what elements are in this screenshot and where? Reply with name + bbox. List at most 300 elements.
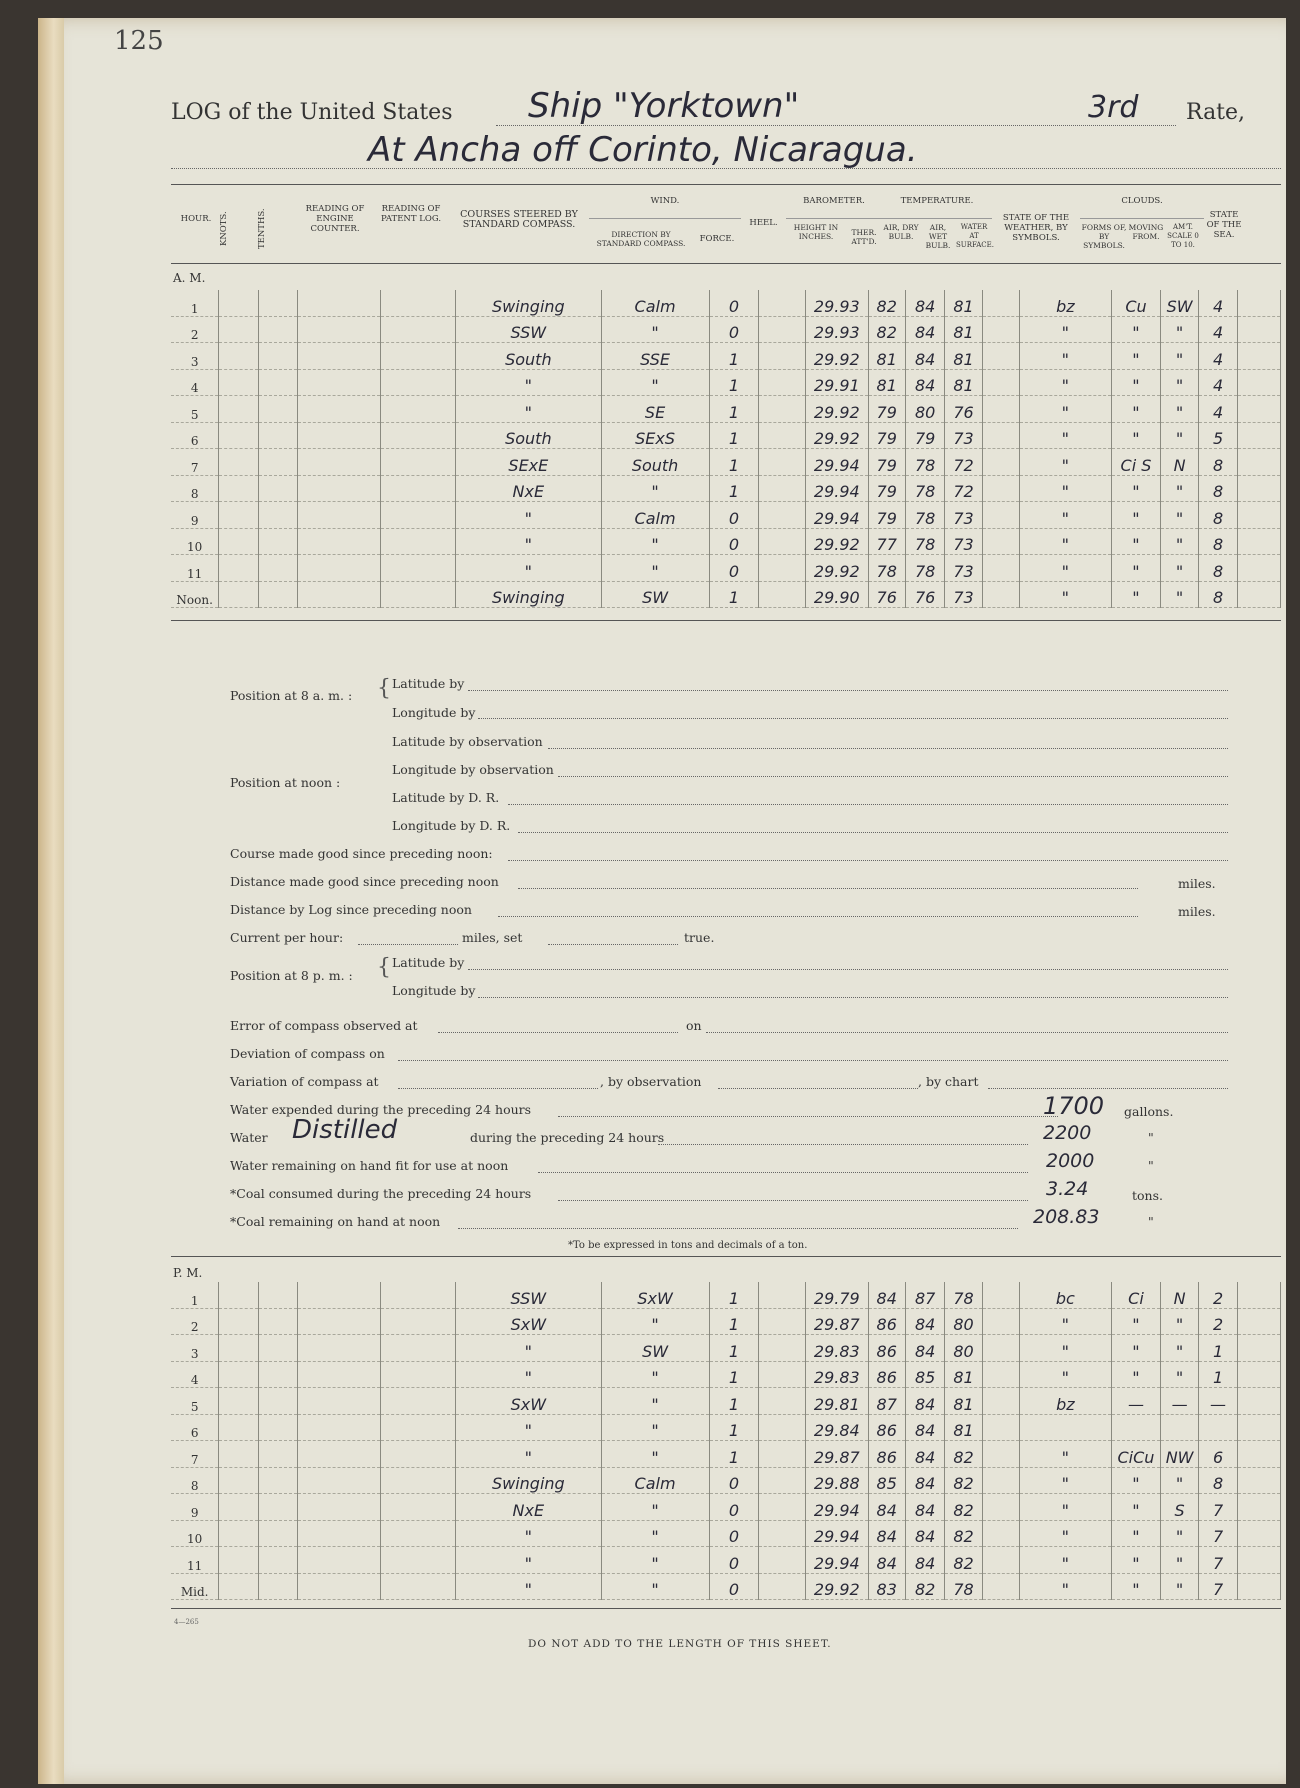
- cell-baro: 29.90: [806, 581, 868, 608]
- cell-hour: 9: [171, 1494, 219, 1521]
- cell-force: 1: [709, 369, 759, 396]
- cell-dry: 82: [905, 1573, 944, 1600]
- cell-weather: ": [1020, 1308, 1111, 1335]
- cell-patent: [381, 1467, 456, 1494]
- cell-dry: 78: [905, 555, 944, 582]
- current-true: true.: [684, 930, 715, 945]
- cell-engine: [298, 1414, 381, 1441]
- cell-course: ": [456, 1361, 601, 1388]
- log-row: [171, 475, 1281, 502]
- page-number: 125: [114, 26, 164, 56]
- cell-wet: 72: [945, 475, 982, 502]
- cell-heel: [759, 1308, 806, 1335]
- cell-hour: 6: [171, 422, 219, 449]
- cell-wet: 81: [945, 1414, 982, 1441]
- cell-engine: [298, 1467, 381, 1494]
- cell-ther: 83: [868, 1573, 905, 1600]
- cell-dry: 84: [905, 1547, 944, 1574]
- log-row: [171, 343, 1281, 370]
- cell-wind-dir: ": [601, 1520, 709, 1547]
- cell-tenths: [258, 1467, 297, 1494]
- ship-name: Ship "Yorktown": [528, 86, 800, 126]
- cell-heel: [759, 449, 806, 476]
- cell-wind-dir: SE: [601, 396, 709, 423]
- cell-knots: [219, 1467, 258, 1494]
- cell-sea: [1238, 1414, 1281, 1441]
- cell-wet: 81: [945, 343, 982, 370]
- cell-dry: 85: [905, 1361, 944, 1388]
- log-page: 125 LOG of the United States Ship "Yorktown" 3rd Rate, At Ancha off Corinto, Nicaragua. HOUR. KNOTS. TENTHS. READING OF ENGINE COUNTER. READING OF PATENT LOG. COURSES STEERED BY STANDARD COMPASS. WIND. DIRECTION BY STANDARD COMPASS. FORCE. HEEL. BAROMETER. HEIGHT IN INCHES. THER. ATT'D. TEMPERATURE. AIR, DRY BULB. AIR, WET BULB. WATER AT SURFACE. STATE OF THE WEATHER, BY SYMBOLS. CLOUDS. FORMS OF, BY SYMBOLS. MOVING FROM. AM'T. SCALE 0 TO 10. STATE OF THE SEA. A. M. 1 Swinging Calm 0 29.93 82 84 81 bz Cu SW 4 2 SSW " 0 29.93 82 84 81 " " " 4 3 South SSE 1 29.92 81 84 81 " " " 4 4 " " 1 29.91 81 84 81 " " " 4 5 " SE 1 29.92 79 80 76 " " " 4 6 South SExS 1 29.92 79 79 73 " " " 5 7 SExE South 1 29.94 79 78 72 " Ci S N 8 8 NxE " 1 29.94 79 78 72 " " " 8 9 " Calm 0 29.94 79 78 73 " " " 8 10 " " 0 29.92 77 78 73 " " " 8 11 " " 0 29.92 78 78 73 " " " 8 Noon. Swinging SW 1 29.90 76 76 73 " " " 8 Position at 8 a. m. : { Latitude by Longitude by Position at noon : Latitude by observation Longitude by observation Latitude by D. R. Longitude by D. R. Course made good since preceding noon: Distance made good since preceding noon miles. Distance by Log since preceding noon miles. Current per hour: miles, set true. Position at 8 p. m. : { Latitude by Longitude by Error of compass observed at on Deviation of compass on Variation of compass at , by observation , by chart Water expended during the preceding 24 hours 1700 gallons. Water Distilled during the preceding 24 hours 2200 " Water remaining on hand fit for use at noon 2000 " *Coal consumed during the preceding 24 hours 3.24 tons. *Coal remaining on hand at noon 208.83 " *To be expressed in tons and decimals of a ton. P. M. 1 SSW SxW 1 29.79 84 87 78 bc Ci N 2 2 SxW " 1 29.87 86 84 80 " " " 2 3 " SW 1 29.83 86 84 80 " " " 1 4 " " 1 29.83 86 85 81 " " " 1 5 SxW " 1 29.81 87 84 81 bz — — — 6 " " 1 29.84 86 84 81 7 " " 1 29.87 86 84 82 " CiCu NW 6 8 Swinging Calm 0 29.88 85 84 82 " " " 8 9 NxE " 0 29.94 84 84 82 " " S 7 10 " " 0 29.94 84 84 82 " " " 7 11 " " 0 29.94 84 84 82 " " " 7 Mid. " " 0 29.92 83 82 78 " " " 7 4—265 DO NOT ADD TO THE LENGTH OF THIS SHEET.: [38, 18, 1286, 1784]
- footnote: *To be expressed in tons and decimals of a ton.: [568, 1240, 808, 1251]
- cell-wet: 73: [945, 422, 982, 449]
- log-row: [171, 290, 1281, 316]
- cell-cloud-forms: ": [1111, 1547, 1161, 1574]
- col-heel: HEEL.: [749, 218, 778, 228]
- cell-sea: [1238, 502, 1281, 529]
- cell-wind-dir: ": [601, 1494, 709, 1521]
- cell-dry: 79: [905, 422, 944, 449]
- cell-cloud-forms: ": [1111, 1520, 1161, 1547]
- cell-wind-dir: ": [601, 1414, 709, 1441]
- cell-weather: ": [1020, 1520, 1111, 1547]
- cell-hour: 8: [171, 475, 219, 502]
- pos-8pm-label: Position at 8 p. m. :: [230, 968, 353, 983]
- cell-wet: 72: [945, 449, 982, 476]
- cell-tenths: [258, 343, 297, 370]
- col-tenths: TENTHS.: [257, 208, 267, 250]
- log-row: [171, 1308, 1281, 1335]
- footer-note: DO NOT ADD TO THE LENGTH OF THIS SHEET.: [528, 1638, 832, 1650]
- cell-weather: ": [1020, 1547, 1111, 1574]
- cell-water: [982, 1441, 1019, 1468]
- cell-dry: 84: [905, 1467, 944, 1494]
- cell-ther: 87: [868, 1388, 905, 1415]
- cell-knots: [219, 1308, 258, 1335]
- cell-weather: ": [1020, 1441, 1111, 1468]
- col-dry: AIR, DRY BULB.: [883, 223, 919, 241]
- cell-tenths: [258, 369, 297, 396]
- cell-weather: ": [1020, 1335, 1111, 1362]
- cell-patent: [381, 1308, 456, 1335]
- coal-tons: tons.: [1132, 1188, 1163, 1203]
- cell-dry: 84: [905, 343, 944, 370]
- cell-heel: [759, 290, 806, 316]
- cell-knots: [219, 1414, 258, 1441]
- ship-rate: 3rd: [1088, 90, 1139, 125]
- cell-wet: 82: [945, 1520, 982, 1547]
- cell-baro: 29.94: [806, 1547, 868, 1574]
- cell-water: [982, 528, 1019, 555]
- col-baro-ther: THER. ATT'D.: [851, 228, 877, 246]
- cell-wet: 82: [945, 1547, 982, 1574]
- cell-knots: [219, 369, 258, 396]
- water-gallons: gallons.: [1124, 1104, 1174, 1119]
- log-row: [171, 1494, 1281, 1521]
- cell-cloud-forms: ": [1111, 1308, 1161, 1335]
- cell-engine: [298, 1335, 381, 1362]
- coal-remaining-ditto: ": [1148, 1214, 1154, 1229]
- location: At Ancha off Corinto, Nicaragua.: [368, 130, 918, 170]
- cell-baro: 29.94: [806, 449, 868, 476]
- cell-water: [982, 1308, 1019, 1335]
- cell-course: SSW: [456, 1282, 601, 1308]
- cell-knots: [219, 1520, 258, 1547]
- cell-dry: 84: [905, 369, 944, 396]
- coal-consumed: *Coal consumed during the preceding 24 hours: [230, 1186, 532, 1201]
- cell-wind-dir: ": [601, 1573, 709, 1600]
- log-row: [171, 581, 1281, 608]
- cell-engine: [298, 290, 381, 316]
- cell-course: ": [456, 555, 601, 582]
- log-row: [171, 1335, 1281, 1362]
- cell-force: 0: [709, 290, 759, 316]
- cell-heel: [759, 528, 806, 555]
- col-engine: READING OF ENGINE COUNTER.: [305, 204, 365, 234]
- col-force: FORCE.: [699, 234, 735, 244]
- cell-knots: [219, 1547, 258, 1574]
- cell-force: 0: [709, 555, 759, 582]
- cell-wet: 80: [945, 1308, 982, 1335]
- cell-hour: 6: [171, 1414, 219, 1441]
- cell-engine: [298, 422, 381, 449]
- cell-baro: 29.94: [806, 502, 868, 529]
- cell-baro: 29.94: [806, 1494, 868, 1521]
- title-prefix: LOG of the United States: [171, 100, 453, 125]
- cell-sea: [1238, 528, 1281, 555]
- log-row: [171, 422, 1281, 449]
- cell-tenths: [258, 1573, 297, 1600]
- cell-course: ": [456, 1441, 601, 1468]
- cell-force: 0: [709, 528, 759, 555]
- cell-engine: [298, 1308, 381, 1335]
- cell-heel: [759, 1520, 806, 1547]
- cell-cloud-amount: 2: [1198, 1308, 1237, 1335]
- variation-by-chart: , by chart: [918, 1074, 979, 1089]
- cell-heel: [759, 396, 806, 423]
- cell-force: 1: [709, 1388, 759, 1415]
- cell-tenths: [258, 502, 297, 529]
- cell-heel: [759, 1494, 806, 1521]
- cell-cloud-forms: ": [1111, 581, 1161, 608]
- cell-ther: 86: [868, 1308, 905, 1335]
- cell-cloud-amount: —: [1198, 1388, 1237, 1415]
- cell-water: [982, 1388, 1019, 1415]
- cell-course: SxW: [456, 1388, 601, 1415]
- cell-force: 1: [709, 581, 759, 608]
- pos-noon-lat-obs: Latitude by observation: [392, 734, 543, 749]
- col-hour: HOUR.: [180, 214, 212, 224]
- cell-sea: [1238, 1494, 1281, 1521]
- cell-sea: [1238, 316, 1281, 343]
- cell-force: 1: [709, 475, 759, 502]
- cell-water: [982, 369, 1019, 396]
- variation-by-obs: , by observation: [600, 1074, 702, 1089]
- cell-wind-dir: ": [601, 1388, 709, 1415]
- cell-engine: [298, 343, 381, 370]
- cell-knots: [219, 528, 258, 555]
- cell-knots: [219, 502, 258, 529]
- cell-weather: ": [1020, 1361, 1111, 1388]
- cell-engine: [298, 1282, 381, 1308]
- cell-tenths: [258, 1308, 297, 1335]
- water-label: Water: [230, 1130, 268, 1145]
- cell-cloud-forms: ": [1111, 369, 1161, 396]
- cell-heel: [759, 369, 806, 396]
- cell-water: [982, 1520, 1019, 1547]
- cell-course: ": [456, 1520, 601, 1547]
- cell-cloud-forms: ": [1111, 502, 1161, 529]
- cell-sea: [1238, 1308, 1281, 1335]
- cell-knots: [219, 1441, 258, 1468]
- rate-suffix: Rate,: [1186, 100, 1246, 125]
- cell-ther: 86: [868, 1335, 905, 1362]
- cell-cloud-moving: [1161, 1414, 1198, 1441]
- cell-cloud-moving: ": [1161, 475, 1198, 502]
- cell-water: [982, 1467, 1019, 1494]
- cell-cloud-forms: Ci S: [1111, 449, 1161, 476]
- cell-wet: 78: [945, 1573, 982, 1600]
- col-cl-moving: MOVING FROM.: [1128, 223, 1164, 241]
- cell-course: South: [456, 422, 601, 449]
- col-temperature: TEMPERATURE.: [900, 196, 974, 206]
- cell-cloud-forms: ": [1111, 1573, 1161, 1600]
- log-row: [171, 1441, 1281, 1468]
- cell-cloud-moving: ": [1161, 1520, 1198, 1547]
- cell-sea: [1238, 1441, 1281, 1468]
- cell-hour: Noon.: [171, 581, 219, 608]
- cell-baro: 29.81: [806, 1388, 868, 1415]
- cell-ther: 84: [868, 1520, 905, 1547]
- cell-patent: [381, 502, 456, 529]
- cell-water: [982, 581, 1019, 608]
- cell-hour: 4: [171, 1361, 219, 1388]
- log-row: [171, 1467, 1281, 1494]
- cell-tenths: [258, 1388, 297, 1415]
- cell-cloud-amount: 7: [1198, 1573, 1237, 1600]
- cell-heel: [759, 475, 806, 502]
- cell-cloud-amount: 2: [1198, 1282, 1237, 1308]
- cell-knots: [219, 290, 258, 316]
- cell-engine: [298, 396, 381, 423]
- cell-cloud-moving: ": [1161, 1361, 1198, 1388]
- book-spine: [38, 18, 64, 1784]
- cell-course: ": [456, 396, 601, 423]
- cell-cloud-moving: N: [1161, 449, 1198, 476]
- cell-cloud-moving: ": [1161, 1573, 1198, 1600]
- cell-wet: 81: [945, 290, 982, 316]
- cell-patent: [381, 343, 456, 370]
- cell-cloud-forms: Cu: [1111, 290, 1161, 316]
- cell-weather: ": [1020, 502, 1111, 529]
- water-remaining: Water remaining on hand fit for use at noon: [230, 1158, 509, 1173]
- cell-heel: [759, 343, 806, 370]
- cell-cloud-forms: ": [1111, 396, 1161, 423]
- col-patent: READING OF PATENT LOG.: [380, 204, 442, 224]
- cell-tenths: [258, 449, 297, 476]
- cell-cloud-moving: N: [1161, 1282, 1198, 1308]
- cell-weather: ": [1020, 316, 1111, 343]
- cell-wind-dir: ": [601, 1547, 709, 1574]
- cell-wind-dir: ": [601, 528, 709, 555]
- cell-wet: 73: [945, 581, 982, 608]
- cell-ther: 79: [868, 502, 905, 529]
- cell-wind-dir: SW: [601, 1335, 709, 1362]
- col-baro-height: HEIGHT IN INCHES.: [793, 223, 839, 241]
- cell-dry: 84: [905, 1414, 944, 1441]
- cell-water: [982, 1414, 1019, 1441]
- cell-wind-dir: ": [601, 555, 709, 582]
- cell-wind-dir: Calm: [601, 1467, 709, 1494]
- cell-engine: [298, 1520, 381, 1547]
- cell-ther: 79: [868, 396, 905, 423]
- cell-cloud-amount: 8: [1198, 581, 1237, 608]
- water-distilled-value: 2200: [1043, 1122, 1092, 1144]
- cell-water: [982, 1494, 1019, 1521]
- cell-baro: 29.92: [806, 422, 868, 449]
- cell-baro: 29.88: [806, 1467, 868, 1494]
- cell-wet: 73: [945, 528, 982, 555]
- cell-cloud-amount: 5: [1198, 422, 1237, 449]
- cell-cloud-amount: 8: [1198, 528, 1237, 555]
- water-expended: Water expended during the preceding 24 hours: [230, 1102, 532, 1117]
- cell-force: 0: [709, 502, 759, 529]
- cell-patent: [381, 422, 456, 449]
- cell-hour: 4: [171, 369, 219, 396]
- pos-noon-label: Position at noon :: [230, 775, 341, 790]
- cell-engine: [298, 555, 381, 582]
- error-on: on: [686, 1018, 702, 1033]
- cell-water: [982, 1335, 1019, 1362]
- cell-hour: 10: [171, 528, 219, 555]
- cell-force: 1: [709, 1282, 759, 1308]
- cell-course: ": [456, 1547, 601, 1574]
- cell-wind-dir: SExS: [601, 422, 709, 449]
- cell-sea: [1238, 1282, 1281, 1308]
- cell-hour: 3: [171, 1335, 219, 1362]
- cell-sea: [1238, 555, 1281, 582]
- deviation-compass: Deviation of compass on: [230, 1046, 385, 1061]
- cell-weather: ": [1020, 581, 1111, 608]
- pos-noon-long-dr: Longitude by D. R.: [392, 818, 511, 833]
- cell-knots: [219, 343, 258, 370]
- cell-wind-dir: ": [601, 1308, 709, 1335]
- log-row: [171, 1282, 1281, 1308]
- coal-remaining: *Coal remaining on hand at noon: [230, 1214, 441, 1229]
- cell-water: [982, 422, 1019, 449]
- cell-force: 0: [709, 1467, 759, 1494]
- cell-knots: [219, 555, 258, 582]
- pos-8pm-lat: Latitude by: [392, 955, 465, 970]
- pm-log-table: [171, 1282, 1281, 1600]
- cell-force: 1: [709, 449, 759, 476]
- cell-baro: 29.87: [806, 1308, 868, 1335]
- cell-patent: [381, 1547, 456, 1574]
- cell-hour: 11: [171, 1547, 219, 1574]
- cell-force: 1: [709, 1308, 759, 1335]
- cell-tenths: [258, 555, 297, 582]
- cell-patent: [381, 369, 456, 396]
- cell-cloud-forms: ": [1111, 475, 1161, 502]
- cell-patent: [381, 1335, 456, 1362]
- cell-force: 0: [709, 1494, 759, 1521]
- cell-heel: [759, 1282, 806, 1308]
- cell-ther: 86: [868, 1441, 905, 1468]
- cell-cloud-forms: ": [1111, 316, 1161, 343]
- cell-heel: [759, 1388, 806, 1415]
- cell-ther: 86: [868, 1414, 905, 1441]
- form-number: 4—265: [174, 1618, 199, 1626]
- cell-engine: [298, 528, 381, 555]
- cell-course: SSW: [456, 316, 601, 343]
- log-row: [171, 316, 1281, 343]
- cell-course: South: [456, 343, 601, 370]
- cell-force: 1: [709, 343, 759, 370]
- cell-cloud-amount: 8: [1198, 1467, 1237, 1494]
- log-row: [171, 369, 1281, 396]
- cell-tenths: [258, 581, 297, 608]
- cell-cloud-amount: 7: [1198, 1520, 1237, 1547]
- col-cl-amount: AM'T. SCALE 0 TO 10.: [1167, 223, 1199, 249]
- cell-engine: [298, 475, 381, 502]
- cell-heel: [759, 316, 806, 343]
- cell-force: 0: [709, 1573, 759, 1600]
- cell-ther: 76: [868, 581, 905, 608]
- cell-cloud-amount: 8: [1198, 555, 1237, 582]
- cell-baro: 29.92: [806, 343, 868, 370]
- current-miles-set: miles, set: [462, 930, 523, 945]
- cell-dry: 87: [905, 1282, 944, 1308]
- cell-baro: 29.91: [806, 369, 868, 396]
- cell-cloud-moving: —: [1161, 1388, 1198, 1415]
- cell-heel: [759, 1335, 806, 1362]
- coal-remaining-value: 208.83: [1033, 1206, 1100, 1228]
- cell-cloud-moving: ": [1161, 555, 1198, 582]
- cell-cloud-moving: ": [1161, 343, 1198, 370]
- cell-course: ": [456, 1335, 601, 1362]
- cell-heel: [759, 1547, 806, 1574]
- cell-sea: [1238, 343, 1281, 370]
- cell-course: ": [456, 528, 601, 555]
- col-clouds: CLOUDS.: [1121, 196, 1163, 206]
- cell-force: 0: [709, 316, 759, 343]
- cell-sea: [1238, 1467, 1281, 1494]
- cell-engine: [298, 1573, 381, 1600]
- cell-cloud-amount: 8: [1198, 449, 1237, 476]
- cell-cloud-amount: [1198, 1414, 1237, 1441]
- cell-knots: [219, 316, 258, 343]
- cell-knots: [219, 1282, 258, 1308]
- cell-patent: [381, 449, 456, 476]
- log-row: [171, 1547, 1281, 1574]
- cell-baro: 29.92: [806, 528, 868, 555]
- cell-cloud-forms: [1111, 1414, 1161, 1441]
- pos-8am-long: Longitude by: [392, 705, 476, 720]
- cell-wet: 80: [945, 1335, 982, 1362]
- dist-log: Distance by Log since preceding noon: [230, 902, 472, 917]
- cell-ther: 85: [868, 1467, 905, 1494]
- log-row: [171, 1388, 1281, 1415]
- cell-knots: [219, 422, 258, 449]
- cell-knots: [219, 449, 258, 476]
- cell-water: [982, 396, 1019, 423]
- cell-cloud-forms: ": [1111, 1361, 1161, 1388]
- cell-course: ": [456, 369, 601, 396]
- pos-8pm-long: Longitude by: [392, 983, 476, 998]
- cell-weather: bc: [1020, 1282, 1111, 1308]
- cell-ther: 86: [868, 1361, 905, 1388]
- cell-hour: 10: [171, 1520, 219, 1547]
- cell-course: SxW: [456, 1308, 601, 1335]
